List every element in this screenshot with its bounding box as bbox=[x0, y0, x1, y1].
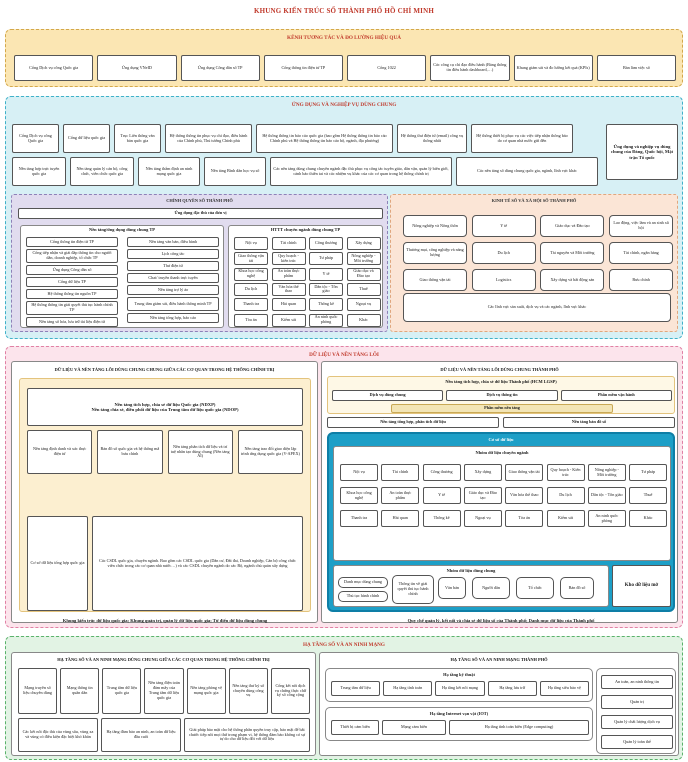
infra-nat-r2-2: Giải pháp bảo mật cho hệ thống phân quyền truy cập, bảo mật để bắt chước tiếp nối mọi thứ trong phạm vi, hệ thống đảm bảo không có sự tự do cho dữ liệu đối với dữ liệu bbox=[184, 718, 310, 752]
econ-item-10: Xây dựng và bất động sản bbox=[540, 269, 604, 291]
spec-item-6: Nông nghiệp - Môi trường bbox=[588, 464, 626, 481]
spec-item-1: Tài chính bbox=[381, 464, 419, 481]
econ-other-box: Các lĩnh vực sản xuất, dịch vụ và các ngành, lĩnh vực khác bbox=[403, 293, 671, 322]
spec-item-7: Tư pháp bbox=[629, 464, 667, 481]
data-layer bbox=[5, 346, 683, 628]
common-item-5: Tổ chức bbox=[516, 577, 554, 599]
tech-item-2: Hạ tầng kết nối mạng bbox=[435, 681, 484, 696]
infra-nat-r1-2: Trung tâm dữ liệu quốc gia bbox=[102, 668, 141, 714]
iot-title: Hạ tầng Internet vạn vật (IOT) bbox=[429, 711, 489, 716]
app-row1-2: Trục Liên thông văn bản quốc gia bbox=[114, 124, 161, 153]
gov-right-5: Trung tâm giám sát, điều hành thông minh TP bbox=[127, 297, 219, 311]
nat-csdl-box: Cơ sở dữ liệu tổng hợp quốc gia bbox=[27, 516, 88, 611]
infra-nat-r2-0: Các kết nối đặc thù của vùng sâu, vùng xa và vùng có điều kiện đặc biệt khó khăn bbox=[18, 718, 98, 752]
gov-hcm-17: Hải quan bbox=[272, 298, 306, 311]
econ-item-1: Y tế bbox=[472, 215, 536, 237]
lgsp-service-2: Phần mềm vận hành bbox=[561, 390, 672, 401]
infra-nat-title: HẠ TẦNG SỐ VÀ AN NINH MẠNG DÙNG CHUNG GIỮA CÁC CƠ QUAN TRONG HỆ THỐNG CHÍNH TRỊ bbox=[57, 657, 270, 662]
db-title: Cơ sở dữ liệu bbox=[488, 437, 514, 442]
gov-right-4: Nền tảng trợ lý ảo bbox=[127, 285, 219, 295]
spec-item-3: Xây dựng bbox=[464, 464, 502, 481]
channel-item-4: Cổng 1022 bbox=[347, 55, 426, 81]
app-row2-5: Các nền tảng số dùng chung quốc gia, ngành, lĩnh vực khác bbox=[456, 157, 598, 186]
app-row2-4: Các nền tảng dùng chung chuyên ngành đặc thù phục vụ công tác tuyên giáo, dân vận, quản lý biên giới, cảnh báo thiên tai và các nhiệm vụ khác của các cơ quan trong hệ thống chính trị bbox=[270, 157, 452, 186]
infra-nat-r1-1: Mạng thông tin quân dân bbox=[60, 668, 99, 714]
channel-item-6: Khung giám sát và đo lường kết quả (KPIs) bbox=[514, 55, 593, 81]
econ-group bbox=[390, 194, 678, 332]
nat-csdl2-box: Các CSDL quốc gia, chuyên ngành. Bao gồm các CSDL quốc gia (Dân cư, Đất đai, Doanh nghiệp, Cán bộ công chức viên chức trong các cơ quan nhà nước…) và các CSDL chuyên ngành do các Bộ, ngành chủ quản xây dựng bbox=[92, 516, 303, 611]
spec-item-15: Thuế bbox=[629, 487, 667, 504]
infra-nat-r1-5: Nền tảng thư ký số chuyên dùng công vụ bbox=[229, 668, 268, 714]
infra-nat-r1-3: Nền tảng điện toán đám mây của Trung tâm dữ liệu quốc gia bbox=[144, 668, 183, 714]
channels-layer bbox=[5, 29, 683, 87]
iot-item-0: Thiết bị cảm biến bbox=[331, 720, 379, 735]
spec-item-10: Y tế bbox=[423, 487, 461, 504]
sec-group bbox=[596, 668, 676, 754]
gov-app-box: Ứng dụng đặc thù của đơn vị bbox=[18, 208, 383, 219]
gov-hcm-19: Ngoại vụ bbox=[347, 298, 381, 311]
spec-group bbox=[333, 446, 671, 561]
gov-hcm-9: An toàn thực phẩm bbox=[272, 268, 306, 281]
gov-right-3: Chat/ truyền thanh trực tuyến bbox=[127, 273, 219, 283]
spec-item-13: Du lịch bbox=[547, 487, 585, 504]
gov-hcm-group bbox=[228, 225, 383, 328]
tech-item-0: Trung tâm dữ liệu bbox=[331, 681, 380, 696]
gov-right-2: Thư điện tử bbox=[127, 261, 219, 271]
lgsp-title: Nền tảng tích hợp, chia sẻ dữ liệu Thành phố (HCM LGSP) bbox=[445, 379, 557, 384]
gov-left-2: Ứng dụng Công dân số bbox=[26, 265, 118, 275]
econ-title: KINH TẾ SỐ VÀ XÃ HỘI SỐ THÀNH PHỐ bbox=[491, 198, 577, 203]
infra-nat-r1-6: Cổng kết nối dịch vụ chứng thực chữ ký số công cộng bbox=[271, 668, 310, 714]
channel-item-2: Ứng dụng Công dân số TP bbox=[181, 55, 260, 81]
gov-shared-group bbox=[20, 225, 224, 328]
gov-hcm-11: Giáo dục và Đào tạo bbox=[347, 268, 381, 281]
gov-left-6: Nền tảng số hóa, lưu trữ tài liệu điện tử bbox=[26, 317, 118, 327]
infra-nat-r1-4: Nền tảng phòng vệ mạng quốc gia bbox=[187, 668, 226, 714]
spec-item-11: Giáo dục và Đào tạo bbox=[464, 487, 502, 504]
gov-hcm-20: Tòa án bbox=[234, 314, 268, 327]
lgsp-service-0: Dịch vụ dùng chung bbox=[332, 390, 443, 401]
open-data-box: Kho dữ liệu mở bbox=[612, 565, 671, 607]
spec-item-17: Hải quan bbox=[381, 510, 419, 527]
sec-item-0: An toàn, an ninh thông tin bbox=[601, 675, 673, 689]
spec-item-19: Ngoại vụ bbox=[464, 510, 502, 527]
tech-item-3: Hạ tầng lưu trữ bbox=[488, 681, 537, 696]
channel-item-5: Các công cụ chỉ đạo điều hành (Bảng thông tin điều hành dashboard,…) bbox=[430, 55, 509, 81]
gov-group bbox=[11, 194, 388, 332]
gov-hcm-6: Tư pháp bbox=[309, 252, 343, 265]
gov-hcm-8: Khoa học công nghệ bbox=[234, 268, 268, 281]
channels-title: KÊNH TƯƠNG TÁC VÀ ĐO LƯỜNG HIỆU QUẢ bbox=[287, 35, 401, 41]
city-map-box: Nền tảng bản đồ số bbox=[503, 417, 675, 428]
gov-hcm-3: Xây dựng bbox=[347, 237, 381, 250]
gov-left-4: Hệ thống thông tin nguồn TP bbox=[26, 289, 118, 299]
iot-group bbox=[325, 707, 593, 741]
gov-right-6: Nền tảng tổng hợp, báo cáo bbox=[127, 313, 219, 323]
spec-item-18: Thống kê bbox=[423, 510, 461, 527]
gov-hcm-7: Nông nghiệp - Môi trường bbox=[347, 252, 381, 265]
db-group bbox=[327, 432, 675, 612]
gov-hcm-22: An ninh quốc phòng bbox=[309, 314, 343, 327]
common-item-6: Bản đồ số bbox=[560, 577, 594, 599]
app-row1-4: Hệ thống thông tin báo cáo quốc gia (bao gồm Hệ thống thông tin báo cáo Chính phủ và Hệ thống thông tin báo cáo bộ, ngành, địa phương) bbox=[256, 124, 393, 153]
nat-row-0: Nền tảng định danh và xác thực điện tử bbox=[27, 430, 92, 474]
econ-item-0: Nông nghiệp và Nông thôn bbox=[403, 215, 467, 237]
app-row1-5: Hệ thống thư điện tử (email) công vụ thống nhất bbox=[397, 124, 467, 153]
infra-city-group bbox=[319, 652, 679, 756]
infra-nat-r2-1: Hạ tầng đảm bảo an ninh, an toàn dữ liệu đầu cuối bbox=[101, 718, 181, 752]
apps-title: ỨNG DỤNG VÀ NGHIỆP VỤ DÙNG CHUNG bbox=[291, 102, 397, 108]
core-software-box: Phần mềm nền tảng bbox=[391, 404, 613, 413]
spec-item-0: Nội vụ bbox=[340, 464, 378, 481]
sec-item-3: Quản lý toàn thể bbox=[601, 735, 673, 749]
common-item-4: Người dân bbox=[472, 577, 510, 599]
gov-left-1: Cổng tiếp nhận và giải đáp thông tin cho người dân, doanh nghiệp, tổ chức TP bbox=[26, 249, 118, 263]
econ-item-11: Bưu chính bbox=[609, 269, 673, 291]
channel-item-0: Cổng Dịch vụ công Quốc gia bbox=[14, 55, 93, 81]
data-national-group bbox=[11, 361, 318, 623]
gov-hcm-14: Dân tộc - Tôn giáo bbox=[309, 283, 343, 296]
common-title: Nhóm dữ liệu dùng chung bbox=[446, 568, 496, 573]
gov-hcm-title: HTTT chuyên ngành dùng chung TP bbox=[270, 227, 341, 232]
spec-item-9: An toàn thực phẩm bbox=[381, 487, 419, 504]
gov-left-0: Cổng thông tin điện tử TP bbox=[26, 237, 118, 247]
gov-left-3: Cổng dữ liệu TP bbox=[26, 277, 118, 287]
common-group bbox=[333, 565, 609, 607]
data-city-group bbox=[321, 361, 678, 623]
spec-item-22: An ninh quốc phòng bbox=[588, 510, 626, 527]
gov-right-1: Lịch công tác bbox=[127, 249, 219, 259]
sec-item-1: Quản trị bbox=[601, 695, 673, 709]
tech-item-4: Hạ tầng siêu bảo vệ bbox=[540, 681, 589, 696]
infra-nat-r1-0: Mạng truyền số liệu chuyên dùng bbox=[18, 668, 57, 714]
gov-hcm-4: Giao thông vận tải bbox=[234, 252, 268, 265]
gov-hcm-18: Thống kê bbox=[309, 298, 343, 311]
sec-item-2: Quản lý chất lượng dịch vụ bbox=[601, 715, 673, 729]
app-row1-0: Cổng Dịch vụ công Quốc gia bbox=[12, 124, 59, 153]
nat-row-3: Nền tảng trao đổi giao diện lập trình ứng dụng quốc gia (V-APEX) bbox=[238, 430, 303, 474]
iot-item-2: Hạ tầng tính toán biên (Edge computing) bbox=[449, 720, 589, 735]
gov-title: CHÍNH QUYỀN SỐ THÀNH PHỐ bbox=[166, 198, 233, 203]
econ-item-6: Tài nguyên và Môi trường bbox=[540, 242, 604, 264]
channel-item-3: Cổng thông tin điện tử TP bbox=[264, 55, 343, 81]
econ-item-3: Lao động, việc làm và an sinh xã hội bbox=[609, 215, 673, 237]
gov-hcm-0: Nội vụ bbox=[234, 237, 268, 250]
econ-item-8: Giao thông vận tải bbox=[403, 269, 467, 291]
nat-row-1: Bản đồ số quốc gia và hệ thống mã bưu chính bbox=[97, 430, 162, 474]
party-apps-box: Ứng dụng và nghiệp vụ dùng chung của Đảng, Quốc hội, Mặt trận Tổ quốc bbox=[606, 124, 678, 180]
econ-item-2: Giáo dục và Đào tạo bbox=[540, 215, 604, 237]
app-row1-6: Hệ thống thiết bị phục vụ các việc tiếp nhận thông báo do cơ quan nhà nước gửi đến bbox=[471, 124, 573, 153]
common-item-3: Văn bản bbox=[438, 577, 466, 599]
app-row2-0: Nền tảng hợp trực tuyến quốc gia bbox=[12, 157, 66, 186]
iot-item-1: Mạng cảm biến bbox=[382, 720, 446, 735]
spec-item-20: Tòa án bbox=[505, 510, 543, 527]
spec-item-2: Công thương bbox=[423, 464, 461, 481]
spec-item-4: Giao thông vận tải bbox=[505, 464, 543, 481]
data-nat-title: DỮ LIỆU VÀ NỀN TẢNG LÕI DÙNG CHUNG CHUNG GIỮA CÁC CƠ QUAN TRONG HỆ THỐNG CHÍNH TRỊ bbox=[54, 367, 275, 372]
gov-hcm-13: Văn hóa thể thao bbox=[272, 283, 306, 296]
infra-city-title: HẠ TẦNG SỐ VÀ AN NINH MẠNG THÀNH PHỐ bbox=[450, 657, 548, 662]
gov-hcm-15: Thuế bbox=[347, 283, 381, 296]
lgsp-group bbox=[327, 376, 675, 414]
lgsp-service-1: Dịch vụ thông tin bbox=[446, 390, 557, 401]
spec-item-23: Khác bbox=[629, 510, 667, 527]
gov-right-0: Nền tảng văn bản, điều hành bbox=[127, 237, 219, 247]
gov-hcm-21: Kiểm sát bbox=[272, 314, 306, 327]
common-item-2: Thông tin về giải quyết thủ tục hành chính bbox=[392, 575, 434, 604]
city-footer: Quy chế quản lý, kết nối và chia sẻ dữ liệu số của Thành phố; Danh mục dữ liệu của Thành phố bbox=[407, 618, 595, 623]
app-row1-1: Cổng dữ liệu quốc gia bbox=[63, 124, 110, 153]
spec-title: Nhóm dữ liệu chuyên ngành bbox=[475, 450, 529, 455]
ndxp-line2: Nền tảng chia sẻ, điều phối dữ liệu của Trung tâm dữ liệu quốc gia (NDOP) bbox=[91, 407, 239, 412]
gov-hcm-2: Công thương bbox=[309, 237, 343, 250]
channel-item-7: Bản làm việc số bbox=[597, 55, 676, 81]
spec-item-8: Khoa học công nghệ bbox=[340, 487, 378, 504]
spec-item-12: Văn hóa thể thao bbox=[505, 487, 543, 504]
diagram-title: KHUNG KIẾN TRÚC SỐ THÀNH PHỐ HỒ CHÍ MINH bbox=[253, 7, 435, 15]
infra-title: HẠ TẦNG SỐ VÀ AN NINH MẠNG bbox=[303, 642, 385, 648]
tech-title: Hạ tầng kỹ thuật bbox=[443, 672, 475, 677]
econ-item-4: Thương mại, công nghiệp và năng lượng bbox=[403, 242, 467, 264]
app-row2-3: Nền tảng Bình dân học vụ số bbox=[204, 157, 266, 186]
ndxp-line1: Nền tảng tích hợp, chia sẻ dữ liệu Quốc gia (NDXP) bbox=[114, 401, 216, 407]
gov-hcm-5: Quy hoạch - kiến trúc bbox=[272, 252, 306, 265]
econ-item-5: Du lịch bbox=[472, 242, 536, 264]
gov-hcm-16: Thanh tra bbox=[234, 298, 268, 311]
gov-hcm-1: Tài chính bbox=[272, 237, 306, 250]
econ-item-9: Logistics bbox=[472, 269, 536, 291]
infra-national-group bbox=[11, 652, 316, 756]
app-row2-2: Nền tảng thẩm định an ninh mạng quốc gia bbox=[138, 157, 200, 186]
infra-layer bbox=[5, 636, 683, 760]
data-title: DỮ LIỆU VÀ NỀN TẢNG LÕI bbox=[309, 352, 379, 358]
gov-hcm-23: Khác bbox=[347, 314, 381, 327]
tech-item-1: Hạ tầng tính toán bbox=[383, 681, 432, 696]
app-row2-1: Nền tảng quản lý cán bộ, công chức, viên chức quốc gia bbox=[70, 157, 134, 186]
app-row1-3: Hệ thống thông tin phục vụ chỉ đạo, điều hành của Chính phủ, Thủ tướng Chính phủ bbox=[165, 124, 252, 153]
nat-row-2: Nền tảng phân tích dữ liệu và trí tuệ nhân tạo dùng chung (Nền tảng AI) bbox=[168, 430, 233, 474]
econ-item-7: Tài chính, ngân hàng bbox=[609, 242, 673, 264]
spec-item-5: Quy hoạch - Kiến trúc bbox=[547, 464, 585, 481]
gov-hcm-12: Du lịch bbox=[234, 283, 268, 296]
common-item-1: Thủ tục hành chính bbox=[338, 591, 388, 602]
data-city-title: DỮ LIỆU VÀ NỀN TẢNG LÕI DÙNG CHUNG THÀNH PHỐ bbox=[440, 367, 559, 372]
common-item-0: Danh mục dùng chung bbox=[338, 577, 388, 588]
ndxp-box bbox=[27, 388, 303, 426]
nat-footer: Khung kiến trúc dữ liệu quốc gia; Khung quản trị, quản lý dữ liệu quốc gia; Từ điển dữ liệu dùng chung bbox=[62, 618, 268, 623]
tech-group bbox=[325, 668, 593, 702]
gov-shared-title: Nền tảng/ứng dụng dùng chung TP bbox=[89, 227, 155, 232]
spec-item-14: Dân tộc - Tôn giáo bbox=[588, 487, 626, 504]
city-analytics-box: Nền tảng tổng hợp, phân tích dữ liệu bbox=[327, 417, 499, 428]
gov-hcm-10: Y tế bbox=[309, 268, 343, 281]
apps-layer bbox=[5, 96, 683, 339]
spec-item-21: Kiểm sát bbox=[547, 510, 585, 527]
gov-left-5: Hệ thống thông tin giải quyết thủ tục hành chính TP bbox=[26, 301, 118, 315]
channel-item-1: Ứng dụng VNeID bbox=[97, 55, 176, 81]
spec-item-16: Thanh tra bbox=[340, 510, 378, 527]
